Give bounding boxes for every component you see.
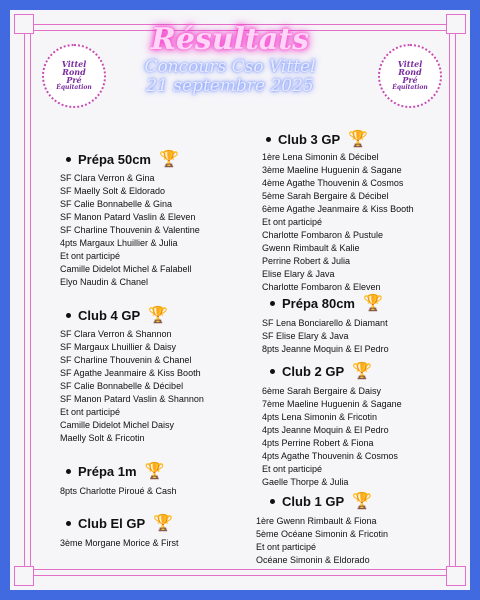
result-item: SF Calie Bonnabelle & Gina <box>60 199 173 209</box>
section-title: Club 2 GP <box>282 363 345 379</box>
section-club-1-gp <box>270 490 372 512</box>
section-prepa-50cm <box>66 148 179 170</box>
trophy-icon: 🏆 <box>363 295 383 312</box>
result-item: SF Calie Bonnabelle & Décibel <box>60 381 184 391</box>
corner-ornament <box>446 14 466 34</box>
results-list-club-3-gp <box>262 151 414 294</box>
result-item: SF Agathe Jeanmaire & Kiss Booth <box>60 368 201 378</box>
result-item: 4pts Agathe Thouvenin & Cosmos <box>262 451 398 461</box>
bullet-icon <box>66 157 71 162</box>
club-logo-left <box>42 44 106 108</box>
result-item: 6ème Agathe Jeanmaire & Kiss Booth <box>262 204 414 214</box>
corner-ornament <box>14 566 34 586</box>
logo-line-1: Vittel <box>61 59 87 69</box>
result-item: Océane Simonin & Eldorado <box>256 555 370 565</box>
result-item: Gaelle Thorpe & Julia <box>262 477 349 487</box>
result-item: 5ème Sarah Bergaire & Décibel <box>262 191 389 201</box>
logo-line-4: Équitation <box>392 84 428 91</box>
event-date: 21 septembre 2025 <box>146 76 314 96</box>
result-item: Camille Didelot Michel & Falabell <box>60 264 192 274</box>
result-item: Et ont participé <box>60 407 121 417</box>
result-item: Elyo Naudin & Chanel <box>60 277 149 287</box>
page-title: Résultats <box>150 22 310 57</box>
event-name: Concours Cso Vittel <box>144 57 316 77</box>
results-list-club-1-gp <box>256 515 388 567</box>
results-list-prepa-80cm <box>262 317 389 356</box>
logo-line-3: Pré <box>402 75 418 85</box>
section-title: Club 1 GP <box>282 493 345 509</box>
result-item: Elise Elary & Java <box>262 269 335 279</box>
result-item: SF Maelly Solt & Eldorado <box>60 186 166 196</box>
trophy-icon: 🏆 <box>144 463 165 480</box>
result-item: SF Lena Bonciarello & Diamant <box>262 318 388 328</box>
bullet-icon <box>66 313 71 318</box>
result-item: SF Margaux Lhuillier & Daisy <box>60 342 177 352</box>
section-title: Prépa 80cm <box>282 295 355 311</box>
section-title: Prépa 1m <box>78 463 137 479</box>
result-item: Gwenn Rimbault & Kalie <box>262 243 360 253</box>
logo-line-3: Pré <box>66 75 82 85</box>
result-item: SF Clara Verron & Gina <box>60 173 155 183</box>
section-title: Prépa 50cm <box>78 151 151 167</box>
result-item: 3ème Morgane Morice & First <box>60 538 179 548</box>
result-item: Charlotte Fombaron & Eleven <box>262 282 381 292</box>
trophy-icon: 🏆 <box>159 151 179 168</box>
results-list-prepa-1m <box>60 485 177 498</box>
result-item: SF Manon Patard Vaslin & Eleven <box>60 212 196 222</box>
trophy-icon: 🏆 <box>352 493 373 510</box>
result-item: Perrine Robert & Julia <box>262 256 351 266</box>
corner-ornament <box>446 566 466 586</box>
result-item: SF Clara Verron & Shannon <box>60 329 172 339</box>
result-item: Et ont participé <box>60 251 121 261</box>
result-item: SF Elise Elary & Java <box>262 331 349 341</box>
result-item: SF Charline Thouvenin & Chanel <box>60 355 192 365</box>
logo-line-1: Vittel <box>397 59 423 69</box>
section-prepa-80cm <box>270 292 383 314</box>
trophy-icon: 🏆 <box>348 131 369 148</box>
result-item: 1ère Lena Simonin & Décibel <box>262 152 379 162</box>
event-subtitle <box>100 58 360 96</box>
result-item: 1ère Gwenn Rimbault & Fiona <box>256 516 377 526</box>
result-item: Camille Didelot Michel Daisy <box>60 420 175 430</box>
bullet-icon <box>66 469 71 474</box>
bullet-icon <box>270 301 275 306</box>
section-club-4-gp <box>66 304 168 326</box>
logo-line-2: Rond <box>62 67 86 77</box>
trophy-icon: 🏆 <box>148 307 169 324</box>
result-item: Et ont participé <box>262 217 323 227</box>
result-item: 4pts Perrine Robert & Fiona <box>262 438 374 448</box>
result-item: 6ème Sarah Bergaire & Daisy <box>262 386 382 396</box>
trophy-icon: 🏆 <box>352 363 373 380</box>
results-list-club-el-gp <box>60 537 179 550</box>
section-club-el-gp <box>66 512 173 534</box>
corner-ornament <box>14 14 34 34</box>
logo-line-4: Équitation <box>56 84 92 91</box>
result-item: SF Manon Patard Vaslin & Shannon <box>60 394 204 404</box>
section-prepa-1m <box>66 460 164 482</box>
result-item: 4pts Margaux Lhuillier & Julia <box>60 238 178 248</box>
result-item: Et ont participé <box>256 542 317 552</box>
bullet-icon <box>266 137 271 142</box>
section-title: Club 4 GP <box>78 307 141 323</box>
result-item: 4pts Jeanne Moquin & El Pedro <box>262 425 389 435</box>
result-item: SF Charline Thouvenin & Valentine <box>60 225 200 235</box>
result-item: 7ème Maeline Huguenin & Sagane <box>262 399 402 409</box>
result-item: 3ème Maeline Huguenin & Sagane <box>262 165 402 175</box>
section-club-3-gp <box>266 128 368 150</box>
trophy-icon: 🏆 <box>153 515 174 532</box>
bullet-icon <box>270 369 275 374</box>
result-item: 4pts Lena Simonin & Fricotin <box>262 412 378 422</box>
result-item: Charlotte Fombaron & Pustule <box>262 230 384 240</box>
section-club-2-gp <box>270 360 372 382</box>
result-item: 8pts Charlotte Piroué & Cash <box>60 486 177 496</box>
bullet-icon <box>270 499 275 504</box>
logo-line-2: Rond <box>398 67 422 77</box>
results-list-club-2-gp <box>262 385 402 489</box>
result-item: 8pts Jeanne Moquin & El Pedro <box>262 344 389 354</box>
result-item: Maelly Solt & Fricotin <box>60 433 145 443</box>
result-item: Et ont participé <box>262 464 323 474</box>
result-item: 4ème Agathe Thouvenin & Cosmos <box>262 178 404 188</box>
results-list-prepa-50cm <box>60 172 200 289</box>
section-title: Club 3 GP <box>278 131 341 147</box>
result-item: 5ème Océane Simonin & Fricotin <box>256 529 389 539</box>
club-logo-right <box>378 44 442 108</box>
section-title: Club El GP <box>78 515 146 531</box>
bullet-icon <box>66 521 71 526</box>
results-list-club-4-gp <box>60 328 204 445</box>
